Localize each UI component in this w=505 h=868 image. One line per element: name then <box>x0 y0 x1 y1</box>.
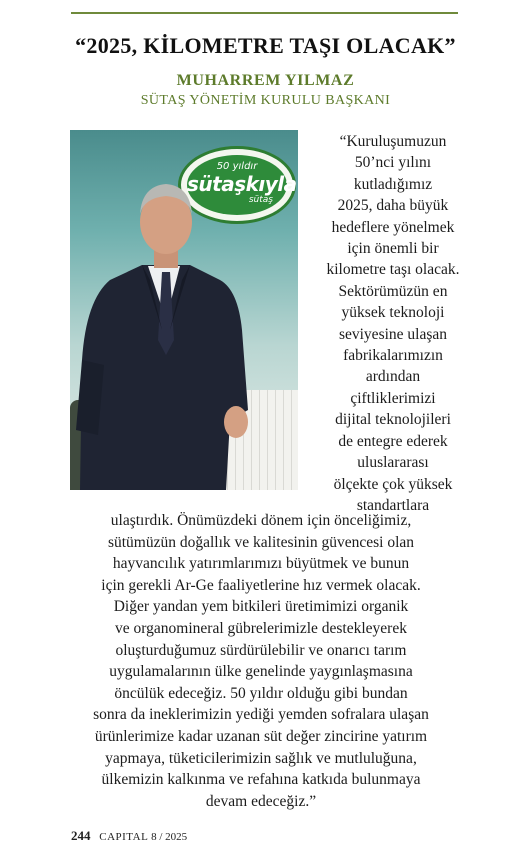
quote-line: öncülük edeceğiz. 50 yıldır olduğu gibi bundan <box>114 684 408 702</box>
logo-main-text: sütaşkıyla <box>187 172 297 196</box>
quote-line: de entegre ederek <box>338 432 448 450</box>
quote-line: oluşturduğumuz sürdürülebilir ve onarıcı tarım <box>115 641 407 659</box>
magazine-name: CAPITAL <box>99 831 149 843</box>
quote-line: 50’nci yılını <box>354 154 432 172</box>
quote-line: hedeflere yönelmek <box>331 218 455 236</box>
quote-line: kutladığımız <box>353 175 433 193</box>
article-title: “2025, KİLOMETRE TAŞI OLACAK” <box>75 33 456 58</box>
quote-line: yüksek teknoloji <box>341 304 445 322</box>
quote-line: ve organomineral gübrelerimizle destekleyerek <box>115 619 407 637</box>
quote-line: Diğer yandan yem bitkileri üretimimizi organik <box>113 598 409 616</box>
quote-line: kilometre taşı olacak. <box>326 261 460 279</box>
quote-line: için gerekli Ar-Ge faaliyetlerine hız vermek olacak. <box>101 576 421 594</box>
quote-side-column <box>304 131 482 516</box>
quote-line: Sektörümüzün en <box>338 282 448 300</box>
quote-line: ürünlerimize kadar uzanan süt değer zincirine yatırım <box>94 727 428 745</box>
quote-line: devam edeceğiz.” <box>205 792 317 810</box>
portrait-photo <box>70 130 298 490</box>
quote-line: uluslararası <box>357 454 429 472</box>
quote-line: dijital teknolojileri <box>335 411 451 429</box>
logo-top-text: 50 yıldır <box>216 161 258 172</box>
quote-line: yapmaya, tüketicilerimizin sağlık ve mutluluğuna, <box>105 749 417 767</box>
quote-line: uygulamalarının ülke genelinde yaygınlaşmasına <box>109 663 413 681</box>
author-role: SÜTAŞ YÖNETİM KURULU BAŞKANI <box>140 93 391 108</box>
quote-line: ardından <box>365 368 421 386</box>
page-number: 244 <box>71 828 91 843</box>
quote-line: ulaştırdık. Önümüzdeki dönem için önceliğimiz, <box>110 512 412 529</box>
author-name: MUHARREM YILMAZ <box>176 72 355 89</box>
quote-line: sütümüzün doğallık ve kalitesinin güvencesi olan <box>107 533 415 551</box>
quote-line: hayvancılık yatırımlarımızı büyütmek ve bunun <box>112 555 410 573</box>
page-footer <box>71 828 187 844</box>
quote-line: 2025, daha büyük <box>337 197 449 215</box>
quote-line: için önemli bir <box>347 240 439 258</box>
quote-line: standartlara <box>356 496 430 514</box>
top-rule <box>71 12 458 14</box>
quote-body <box>50 510 472 812</box>
man-in-suit-figure <box>70 130 298 490</box>
quote-line: ülkemizin kalkınma ve refahına katkıda bulunmaya <box>101 771 421 789</box>
quote-line: fabrikalarımızın <box>343 347 443 365</box>
quote-line: seviyesine ulaşan <box>338 325 448 343</box>
quote-line: çiftliklerimizi <box>350 389 436 407</box>
quote-line: sonra da ineklerimizin yediği yemden sofralara ulaşan <box>93 706 429 724</box>
quote-line: “Kuruluşumuzun <box>339 133 447 150</box>
logo-sub-text: sütaş <box>248 195 273 205</box>
quote-line: ölçekte çok yüksek <box>333 475 453 493</box>
issue-number: 8 / 2025 <box>151 831 188 843</box>
